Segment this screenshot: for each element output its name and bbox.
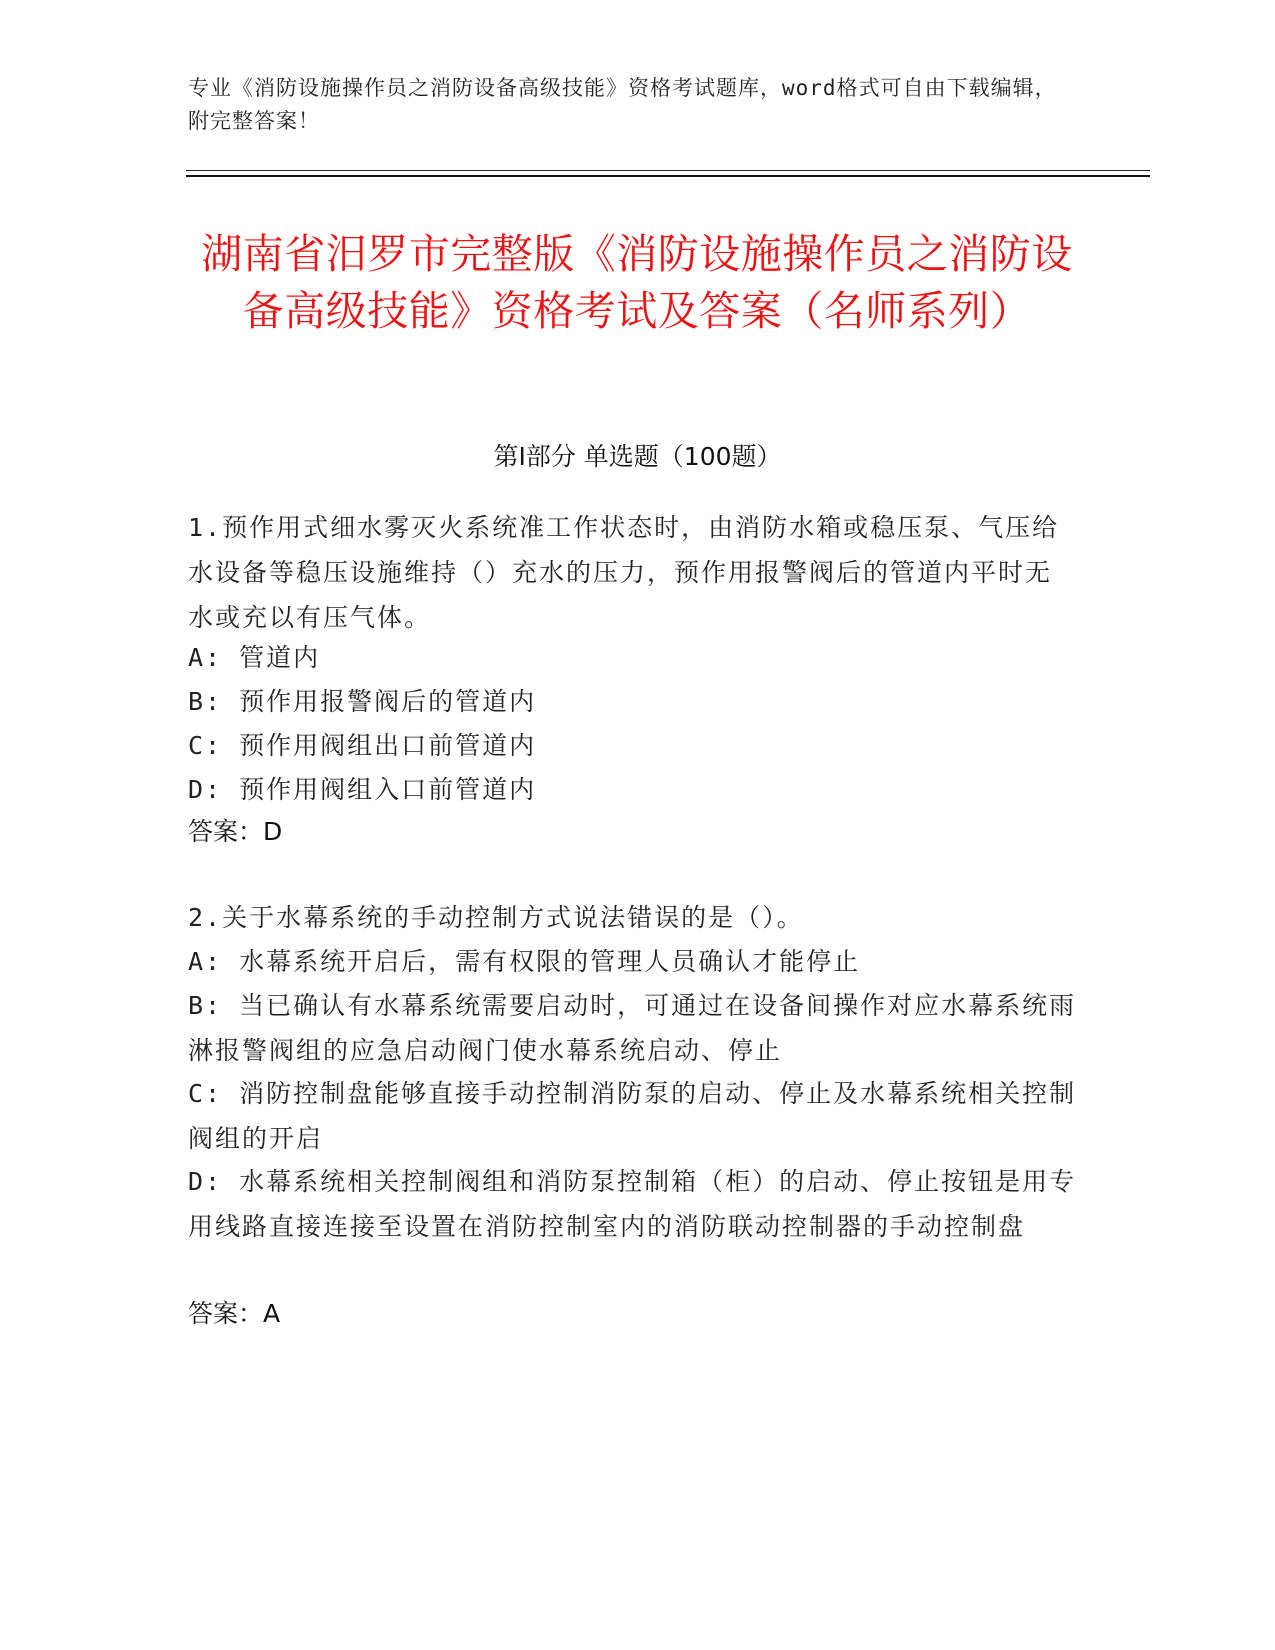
question-1-option-a: A: 管道内	[188, 643, 321, 672]
header-rule-thin	[186, 170, 1150, 171]
question-2-answer: 答案：A	[188, 1299, 281, 1328]
question-2-stem: 2.关于水幕系统的手动控制方式说法错误的是（）。	[188, 903, 804, 932]
question-1-stem: 1.预作用式细水雾灭火系统准工作状态时，由消防水箱或稳压泵、气压给水设备等稳压设施维持（）充水的压力，预作用报警阀后的管道内平时无水或充以有压气体。	[188, 513, 1060, 632]
question-2-option-b: B: 当已确认有水幕系统需要启动时，可通过在设备间操作对应水幕系统雨淋报警阀组的应急启动阀门使水幕系统启动、停止	[188, 991, 1077, 1065]
question-1-option-d: D: 预作用阀组入口前管道内	[188, 775, 537, 804]
question-2-option-c: C: 消防控制盘能够直接手动控制消防泵的启动、停止及水幕系统相关控制阀组的开启	[188, 1079, 1077, 1153]
section-heading: 第I部分 单选题（100题）	[493, 442, 782, 471]
question-1-option-c: C: 预作用阀组出口前管道内	[188, 731, 537, 760]
question-1-option-b: B: 预作用报警阀后的管道内	[188, 687, 537, 716]
header-note: 专业《消防设施操作员之消防设备高级技能》资格考试题库，word格式可自由下载编辑，附完整答案！	[188, 76, 1057, 133]
document-title: 湖南省汨罗市完整版《消防设施操作员之消防设备高级技能》资格考试及答案（名师系列）	[201, 230, 1073, 335]
question-2-option-a: A: 水幕系统开启后，需有权限的管理人员确认才能停止	[188, 947, 861, 976]
question-1-answer: 答案：D	[188, 817, 283, 846]
question-2-option-d: D: 水幕系统相关控制阀组和消防泵控制箱（柜）的启动、停止按钮是用专用线路直接连接至设置在消防控制室内的消防联动控制器的手动控制盘	[188, 1167, 1077, 1241]
header-rule-thick	[186, 175, 1150, 177]
